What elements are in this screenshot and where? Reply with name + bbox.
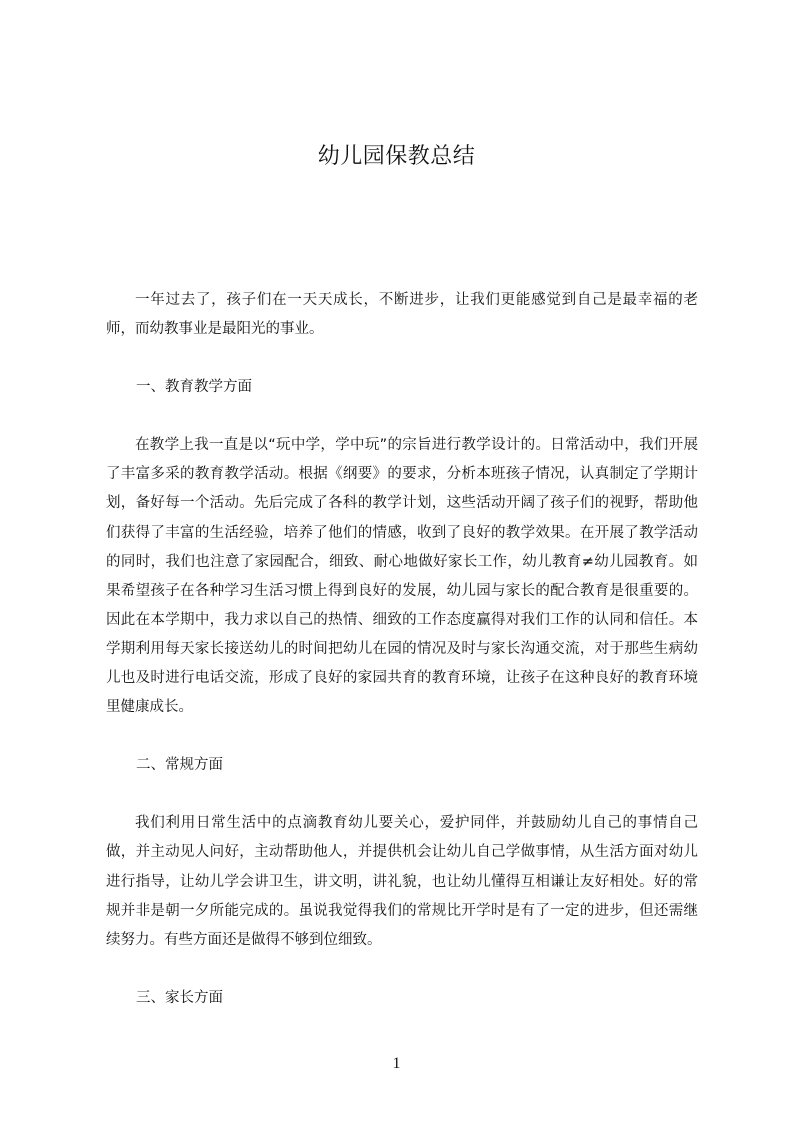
document-title: 幼儿园保教总结	[317, 144, 476, 169]
section-heading-routine: 二、常规方面	[136, 757, 223, 774]
section-paragraph-teaching: 在教学上我一直是以“玩中学，学中玩”的宗旨进行教学设计的。日常活动中，我们开展了丰富多采的教育教学活动。根据《纲要》的要求，分析本班孩子情况，认真制定了学期计划，备好每一个活动。先后完成了各科的教学计划，这些活动开阔了孩子们的视野，帮助他们获得了丰富的生活经验，培养了他们的情感，收到了良好的教学效果。在开展了教学活动的同时，我们也注意了家园配合，细致、耐心地做好家长工作，幼儿教育≠幼儿园教育。如果希望孩子在各种学习生活习惯上得到良好的发展，幼儿园与家长的配合教育是很重要的。因此在本学期中，我力求以自己的热情、细致的工作态度赢得对我们工作的认同和信任。本学期利用每天家长接送幼儿的时间把幼儿在园的情况及时与家长沟通交流，对于那些生病幼儿也及时进行电话交流，形成了良好的家园共育的教育环境，让孩子在这种良好的教育环境里健康成长。	[106, 437, 698, 716]
intro-paragraph: 一年过去了，孩子们在一天天成长，不断进步，让我们更能感觉到自己是最幸福的老师，而幼教事业是最阳光的事业。	[106, 292, 698, 338]
section-heading-teaching: 一、教育教学方面	[136, 379, 252, 396]
section-heading-parents: 三、家长方面	[136, 989, 223, 1006]
section-paragraph-routine: 我们利用日常生活中的点滴教育幼儿要关心，爱护同伴，并鼓励幼儿自己的事情自己做，并主动见人问好，主动帮助他人，并提供机会让幼儿自己学做事情，从生活方面对幼儿进行指导，让幼儿学会讲卫生，讲文明，讲礼貌，也让幼儿懂得互相谦让友好相处。好的常规并非是朝一夕所能完成的。虽说我觉得我们的常规比开学时是有了一定的进步，但还需继续努力。有些方面还是做得不够到位细致。	[106, 815, 698, 948]
document-body	[106, 286, 698, 1042]
page-number: 1	[392, 1055, 401, 1072]
